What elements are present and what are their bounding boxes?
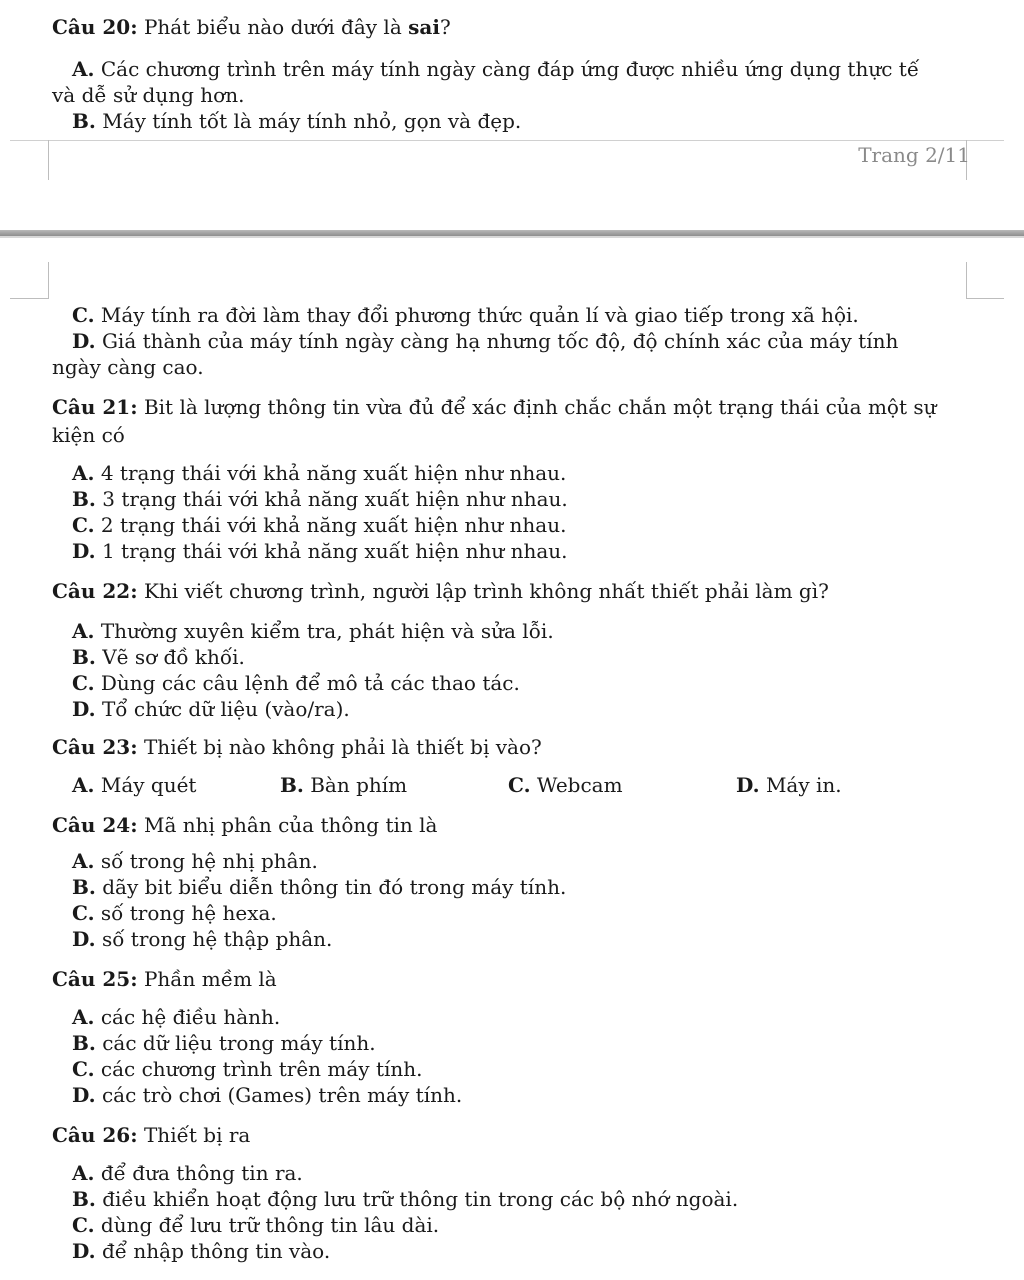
q21-option-a: A. 4 trạng thái với khả năng xuất hiện như nhau. bbox=[72, 461, 567, 485]
q24-option-a: A. số trong hệ nhị phân. bbox=[72, 849, 318, 873]
question-25: Câu 25: Phần mềm là bbox=[52, 967, 277, 991]
q22-option-b: B. Vẽ sơ đồ khối. bbox=[72, 645, 245, 669]
q22-option-c: C. Dùng các câu lệnh để mô tả các thao tác. bbox=[72, 671, 520, 695]
q21-option-c: C. 2 trạng thái với khả năng xuất hiện như nhau. bbox=[72, 513, 567, 537]
q24-option-d: D. số trong hệ thập phân. bbox=[72, 927, 333, 951]
q25-option-d: D. các trò chơi (Games) trên máy tính. bbox=[72, 1083, 463, 1107]
question-23: Câu 23: Thiết bị nào không phải là thiết bị vào? bbox=[52, 735, 542, 759]
crop-mark bbox=[10, 298, 48, 299]
question-20: Câu 20: Phát biểu nào dưới đây là sai? bbox=[52, 15, 451, 39]
q20-option-a-continued: và dễ sử dụng hơn. bbox=[52, 83, 245, 107]
q25-option-a: A. các hệ điều hành. bbox=[72, 1005, 281, 1029]
question-21-continued: kiện có bbox=[52, 423, 125, 447]
page-number: Trang 2/11 bbox=[858, 143, 970, 167]
question-24: Câu 24: Mã nhị phân của thông tin là bbox=[52, 813, 438, 837]
question-26: Câu 26: Thiết bị ra bbox=[52, 1123, 251, 1147]
q21-option-d: D. 1 trạng thái với khả năng xuất hiện như nhau. bbox=[72, 539, 568, 563]
q24-option-b: B. dãy bit biểu diễn thông tin đó trong máy tính. bbox=[72, 875, 567, 899]
q26-option-a: A. để đưa thông tin ra. bbox=[72, 1161, 303, 1185]
q24-option-c: C. số trong hệ hexa. bbox=[72, 901, 277, 925]
q25-option-c: C. các chương trình trên máy tính. bbox=[72, 1057, 423, 1081]
page-break bbox=[0, 186, 1024, 240]
crop-mark bbox=[966, 298, 1004, 299]
question-22: Câu 22: Khi viết chương trình, người lập trình không nhất thiết phải làm gì? bbox=[52, 579, 829, 603]
q22-option-d: D. Tổ chức dữ liệu (vào/ra). bbox=[72, 697, 350, 721]
q22-option-a: A. Thường xuyên kiểm tra, phát hiện và sửa lỗi. bbox=[72, 619, 554, 643]
question-21: Câu 21: Bit là lượng thông tin vừa đủ để xác định chắc chắn một trạng thái của một sự bbox=[52, 395, 937, 419]
page-3-top bbox=[0, 240, 1024, 1280]
q23-option-c: C. Webcam bbox=[508, 773, 623, 797]
q20-option-b: B. Máy tính tốt là máy tính nhỏ, gọn và đẹp. bbox=[72, 109, 522, 133]
crop-mark bbox=[966, 262, 967, 299]
page-break-shadow bbox=[0, 236, 1024, 238]
q26-option-c: C. dùng để lưu trữ thông tin lâu dài. bbox=[72, 1213, 440, 1237]
q23-option-a: A. Máy quét bbox=[72, 773, 197, 797]
q26-option-d: D. để nhập thông tin vào. bbox=[72, 1239, 331, 1263]
q23-option-d: D. Máy in. bbox=[736, 773, 842, 797]
page-footer-divider bbox=[10, 140, 1004, 141]
q23-option-b: B. Bàn phím bbox=[280, 773, 408, 797]
q20-option-a: A. Các chương trình trên máy tính ngày càng đáp ứng được nhiều ứng dụng thực tế bbox=[72, 57, 920, 81]
crop-mark bbox=[48, 262, 49, 299]
page-2-bottom bbox=[0, 0, 1024, 186]
crop-mark bbox=[48, 140, 49, 180]
q26-option-b: B. điều khiển hoạt động lưu trữ thông tin trong các bộ nhớ ngoài. bbox=[72, 1187, 739, 1211]
q21-option-b: B. 3 trạng thái với khả năng xuất hiện như nhau. bbox=[72, 487, 568, 511]
q20-option-c: C. Máy tính ra đời làm thay đổi phương thức quản lí và giao tiếp trong xã hội. bbox=[72, 303, 859, 327]
q25-option-b: B. các dữ liệu trong máy tính. bbox=[72, 1031, 376, 1055]
q20-option-d-continued: ngày càng cao. bbox=[52, 355, 204, 379]
q20-option-d: D. Giá thành của máy tính ngày càng hạ nhưng tốc độ, độ chính xác của máy tính bbox=[72, 329, 899, 353]
